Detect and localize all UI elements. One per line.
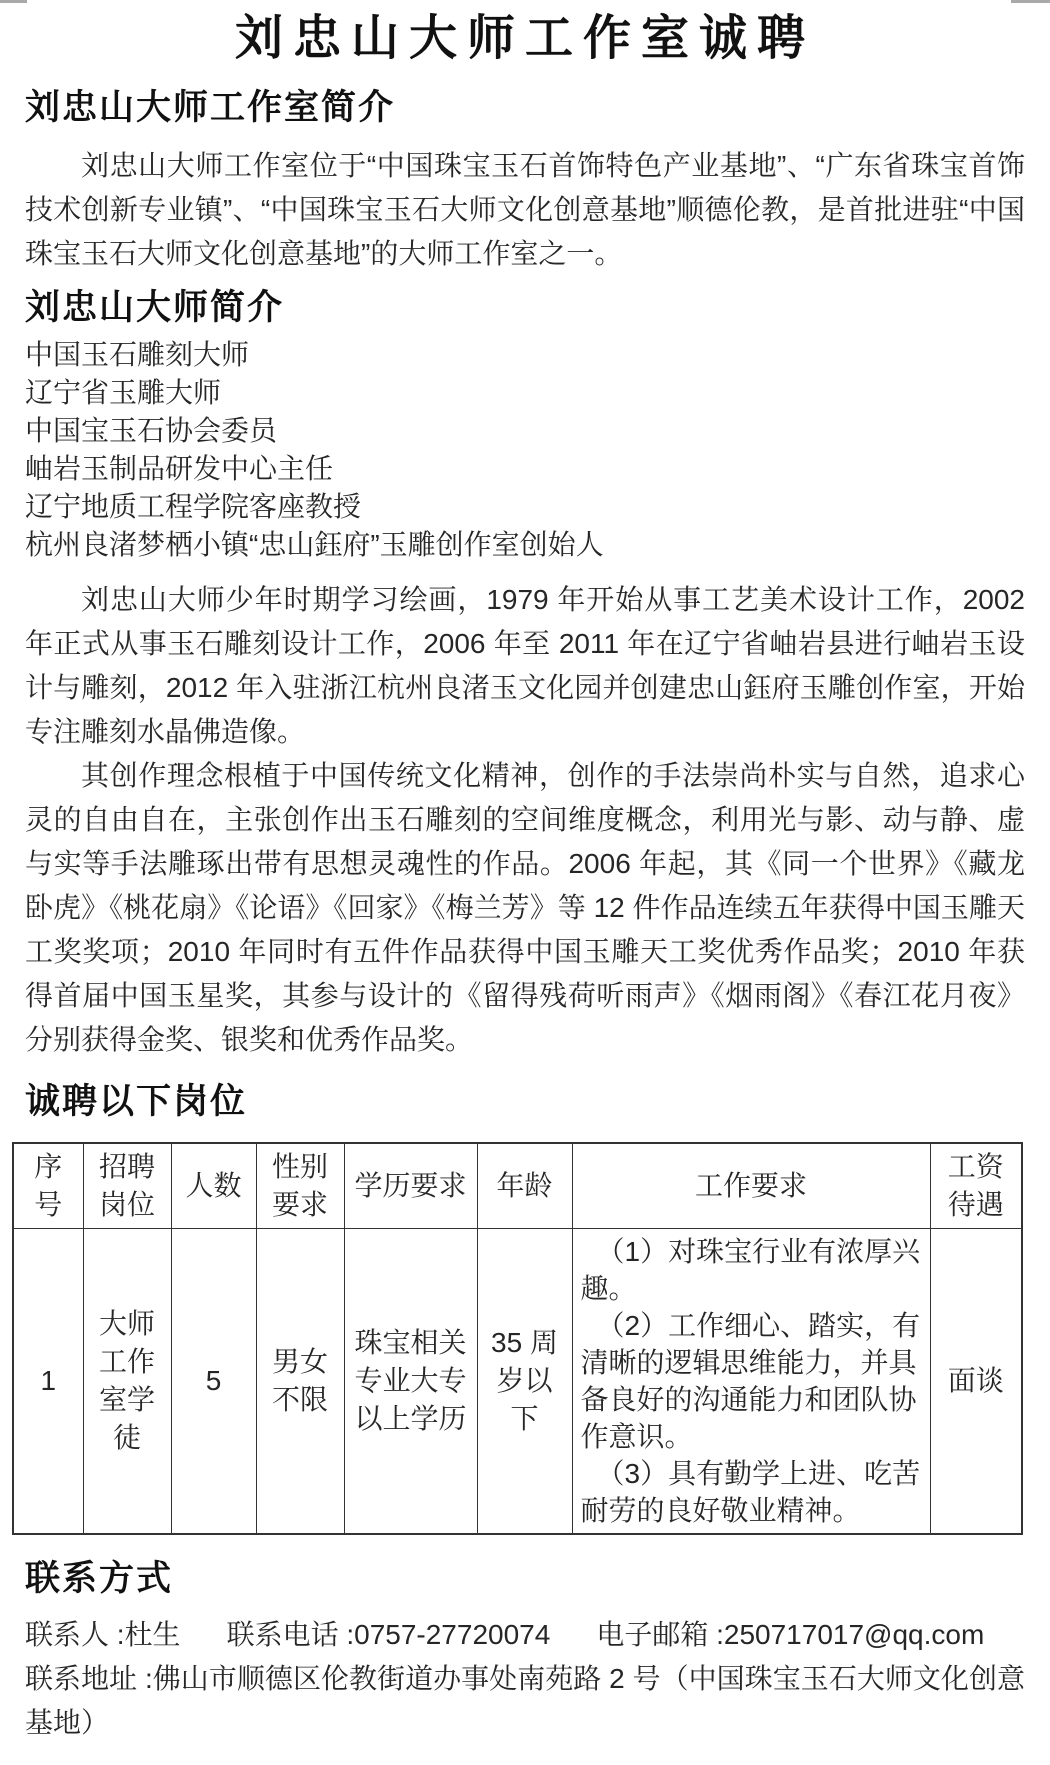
master-title-item: 辽宁省玉雕大师	[25, 377, 222, 408]
master-career-paragraph: 刘忠山大师少年时期学习绘画，1979 年开始从事工艺美术设计工作，2002 年正式从事玉石雕刻设计工作，2006 年至 2011 年在辽宁省岫岩县进行岫岩玉设计与雕刻，2012 年入驻浙江杭州良渚玉文化园并创建忠山鈺府玉雕创作室，开始专注雕刻水晶佛造像。	[25, 584, 1025, 747]
contact-phone: 联系电话 :0757-27720074	[226, 1619, 551, 1650]
cell-position: 大师工作室学徒	[83, 1229, 171, 1535]
col-header-count: 人数	[171, 1143, 256, 1229]
master-intro-heading: 刘忠山大师简介	[25, 288, 285, 327]
contact-email: 电子邮箱 :250717017@qq.com	[596, 1619, 985, 1650]
cell-count: 5	[171, 1229, 256, 1535]
requirement-item: （2）工作细心、踏实，有清晰的逻辑思维能力，并具备良好的沟通能力和团队协作意识。	[580, 1310, 921, 1452]
page-title: 刘忠山大师工作室诚聘	[234, 12, 815, 65]
cell-seq: 1	[13, 1229, 83, 1535]
col-header-salary: 工资待遇	[930, 1143, 1022, 1229]
master-title-item: 中国玉石雕刻大师	[25, 339, 250, 370]
master-title-item: 杭州良渚梦栖小镇“忠山鈺府”玉雕创作室创始人	[25, 529, 604, 560]
contact-person: 联系人 :杜生	[25, 1619, 181, 1650]
table-row	[13, 1229, 1022, 1535]
cell-requirements	[572, 1229, 930, 1535]
positions-table	[12, 1142, 1023, 1535]
master-title-item: 辽宁地质工程学院客座教授	[25, 491, 362, 522]
studio-intro-heading: 刘忠山大师工作室简介	[25, 88, 396, 127]
requirement-item: （1）对珠宝行业有浓厚兴趣。	[580, 1236, 921, 1304]
cell-gender: 男女不限	[256, 1229, 344, 1535]
master-titles-list	[25, 336, 1025, 564]
master-title-item: 岫岩玉制品研发中心主任	[25, 453, 334, 484]
col-header-position: 招聘岗位	[83, 1143, 171, 1229]
positions-heading: 诚聘以下岗位	[25, 1082, 248, 1121]
top-left-edge-bar	[0, 0, 27, 3]
cell-education: 珠宝相关专业大专以上学历	[344, 1229, 477, 1535]
contact-info-line	[25, 1613, 1025, 1657]
top-right-edge-bar	[1011, 0, 1050, 3]
studio-intro-paragraph: 刘忠山大师工作室位于“中国珠宝玉石首饰特色产业基地”、“广东省珠宝首饰技术创新专业镇”、“中国珠宝玉石大师文化创意基地”顺德伦教，是首批进驻“中国珠宝玉石大师文化创意基地”的大师工作室之一。	[25, 150, 1025, 269]
contact-address: 联系地址 :佛山市顺德区伦教街道办事处南苑路 2 号（中国珠宝玉石大师文化创意基地）	[25, 1663, 1025, 1738]
col-header-gender: 性别要求	[256, 1143, 344, 1229]
col-header-seq: 序号	[13, 1143, 83, 1229]
master-philosophy-paragraph: 其创作理念根植于中国传统文化精神，创作的手法崇尚朴实与自然，追求心灵的自由自在，主张创作出玉石雕刻的空间维度概念，利用光与影、动与静、虚与实等手法雕琢出带有思想灵魂性的作品。2006 年起，其《同一个世界》《藏龙卧虎》《桃花扇》《论语》《回家》《梅兰芳》等 12 件作品连续五年获得中国玉雕天工奖奖项；2010 年同时有五件作品获得中国玉雕天工奖优秀作品奖；2010 年获得首届中国玉星奖，其参与设计的《留得残荷听雨声》《烟雨阁》《春江花月夜》分别获得金奖、银奖和优秀作品奖。	[25, 760, 1025, 1055]
table-header-row	[13, 1143, 1022, 1229]
col-header-age: 年龄	[477, 1143, 572, 1229]
cell-salary: 面谈	[930, 1229, 1022, 1535]
contact-heading: 联系方式	[25, 1559, 174, 1598]
col-header-requirements: 工作要求	[572, 1143, 930, 1229]
cell-age: 35 周岁以下	[477, 1229, 572, 1535]
col-header-education: 学历要求	[344, 1143, 477, 1229]
master-title-item: 中国宝玉石协会委员	[25, 415, 278, 446]
requirement-item: （3）具有勤学上进、吃苦耐劳的良好敬业精神。	[580, 1458, 921, 1526]
